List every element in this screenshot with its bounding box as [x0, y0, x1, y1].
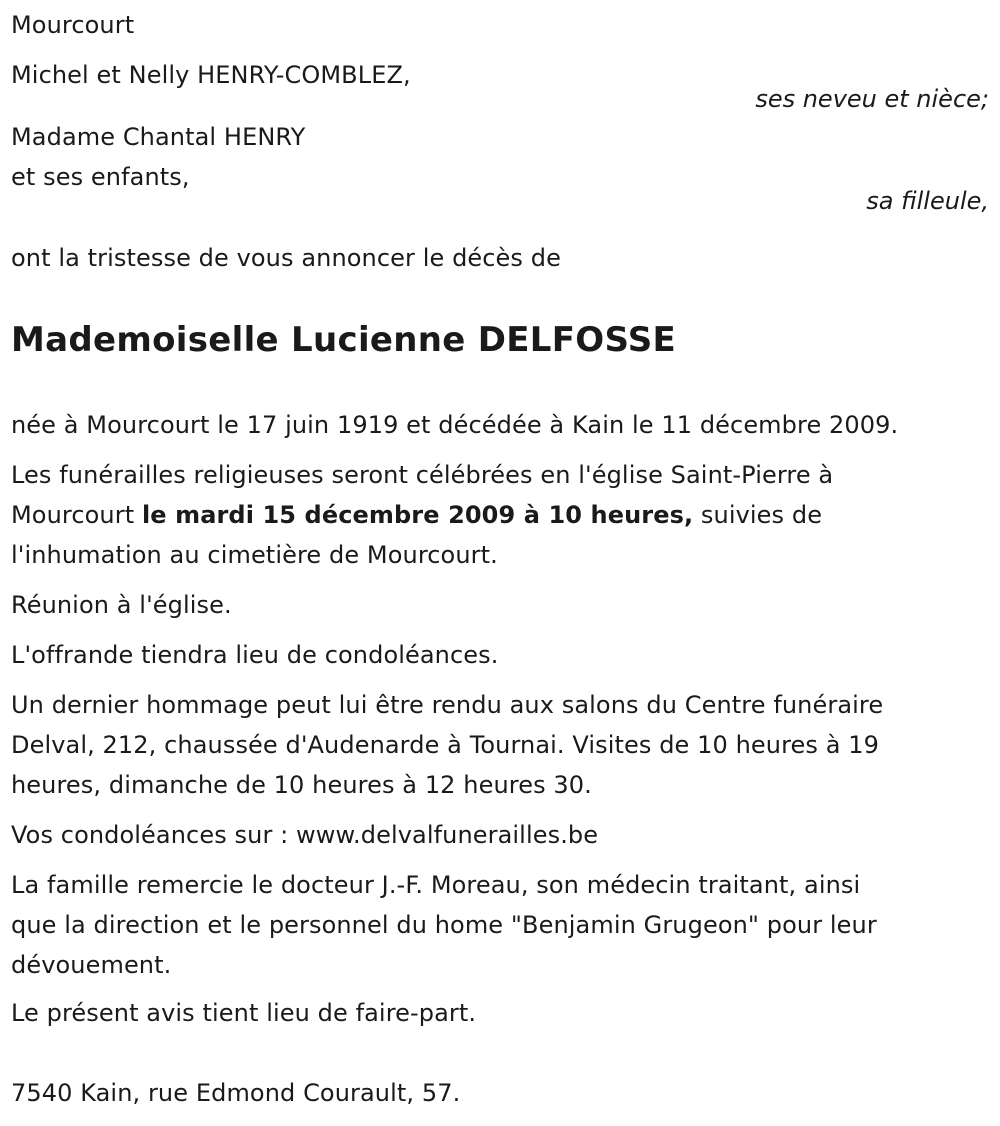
thanks-line-2: que la direction et le personnel du home "Benjamin Grugeon" pour leur — [11, 911, 877, 939]
funeral-date-time: le mardi 15 décembre 2009 à 10 heures, — [141, 501, 694, 529]
notice-text: Le présent avis tient lieu de faire-part. — [11, 999, 477, 1027]
tribute-line-1: Un dernier hommage peut lui être rendu aux salons du Centre funéraire — [11, 691, 884, 719]
relative-2-relation: sa filleule, — [866, 187, 989, 215]
family-address: 7540 Kain, rue Edmond Courault, 57. — [11, 1079, 461, 1107]
funeral-line-2-post: suivies de — [693, 501, 823, 529]
deceased-name: Mademoiselle Lucienne DELFOSSE — [11, 320, 677, 360]
tribute-line-2: Delval, 212, chaussée d'Audenarde à Tournai. Visites de 10 heures à 19 — [11, 731, 879, 759]
offering-text: L'offrande tiendra lieu de condoléances. — [11, 641, 499, 669]
funeral-line-3: l'inhumation au cimetière de Mourcourt. — [11, 541, 498, 569]
meeting-text: Réunion à l'église. — [11, 591, 232, 619]
tribute-line-3: heures, dimanche de 10 heures à 12 heures 30. — [11, 771, 592, 799]
birth-death-text: née à Mourcourt le 17 juin 1919 et décédée à Kain le 11 décembre 2009. — [11, 411, 899, 439]
relative-2-children: et ses enfants, — [11, 163, 190, 191]
relative-1-names: Michel et Nelly HENRY-COMBLEZ, — [11, 61, 411, 89]
funeral-line-1: Les funérailles religieuses seront célébrées en l'église Saint-Pierre à — [11, 461, 834, 489]
condolences-text: Vos condoléances sur : www.delvalfunerailles.be — [11, 821, 599, 849]
announcement-text: ont la tristesse de vous annoncer le décès de — [11, 244, 561, 272]
relative-2-name: Madame Chantal HENRY — [11, 123, 306, 151]
thanks-line-1: La famille remercie le docteur J.-F. Moreau, son médecin traitant, ainsi — [11, 871, 861, 899]
funeral-line-2 — [11, 500, 822, 530]
relative-1-relation: ses neveu et nièce; — [755, 85, 989, 113]
thanks-line-3: dévouement. — [11, 951, 172, 979]
header-place: Mourcourt — [11, 11, 135, 39]
funeral-line-2-pre: Mourcourt — [11, 501, 142, 529]
